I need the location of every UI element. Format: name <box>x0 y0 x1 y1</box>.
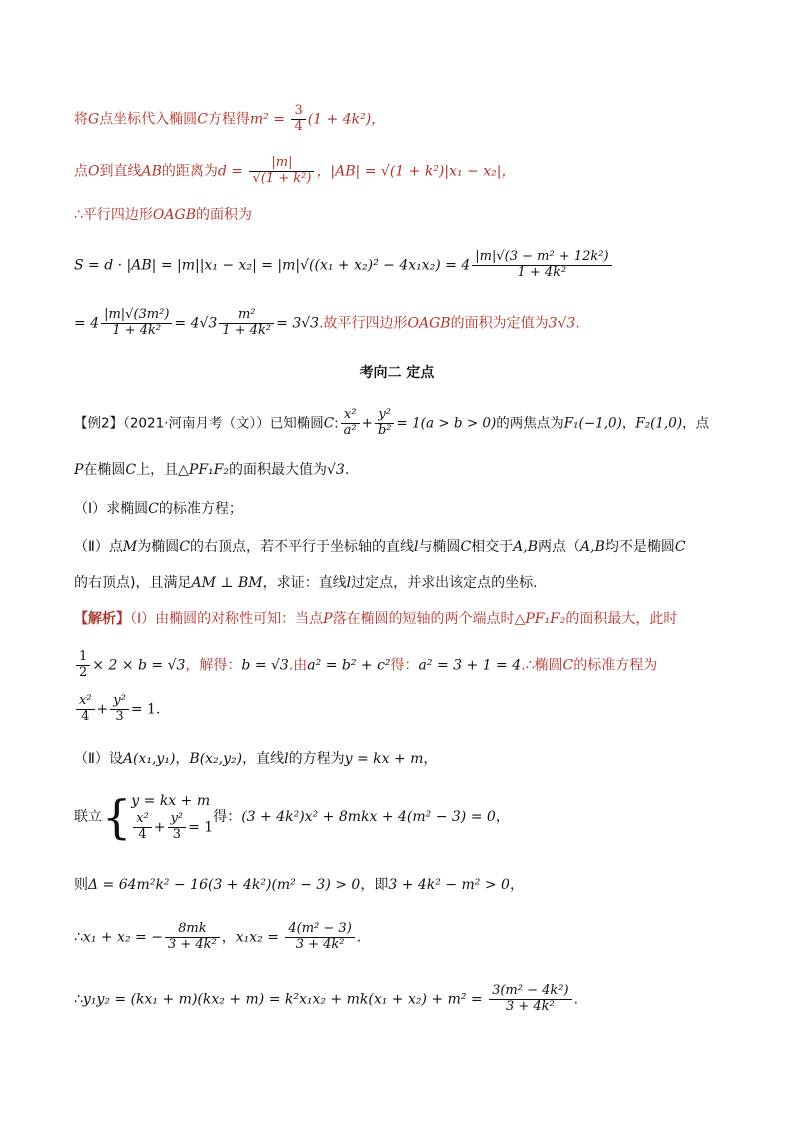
fraction <box>472 250 611 281</box>
section-title: 考向二 定点 <box>359 365 435 381</box>
numerator: 3(m² − 4k²) <box>492 983 569 998</box>
text: 的两焦点为 <box>496 415 564 432</box>
fraction <box>341 408 360 439</box>
line-substitute-g <box>74 104 385 135</box>
fraction <box>489 984 571 1015</box>
fraction <box>110 694 129 725</box>
denominator: 4 <box>133 827 152 843</box>
text: 的面积为 <box>195 207 252 223</box>
text: . <box>573 991 579 1008</box>
text: .∴椭圆 <box>521 657 563 674</box>
text: 联立 <box>74 809 102 826</box>
fraction <box>101 308 172 339</box>
var-o: O <box>88 163 100 180</box>
math-expr: m² = <box>249 111 290 128</box>
solution-line-3 <box>74 694 160 725</box>
fraction <box>76 694 95 725</box>
var-m: M <box>122 539 138 555</box>
math-expr: F₁(−1,0) <box>563 415 622 432</box>
system-eq-2 <box>131 812 213 843</box>
math-expr: = 1(a > b > 0) <box>396 415 497 432</box>
denominator: 1 + 4k² <box>219 323 274 339</box>
part2-discriminant <box>74 878 524 892</box>
text: . <box>575 315 580 332</box>
math-expr: √3 <box>326 462 345 478</box>
var-c: C <box>197 111 208 128</box>
text: 到直线 <box>99 163 142 180</box>
denominator: 3 + 4k² <box>285 937 354 953</box>
text: 将 <box>74 111 88 128</box>
math-expr: d = <box>217 163 248 180</box>
text: ， <box>621 415 636 432</box>
text: 在椭圆 <box>83 462 126 478</box>
example-line-1 <box>74 408 709 439</box>
denominator: a² <box>341 423 360 439</box>
numerator: |m|√(3 − m² + 12k²) <box>475 249 609 264</box>
line-area-result <box>74 308 580 339</box>
denominator: 3 <box>168 827 187 843</box>
math-expr: × 2 × b = √3 <box>92 657 186 674</box>
text: 得： <box>390 657 419 674</box>
text: ， <box>423 751 438 767</box>
math-expr: Δ = 64m²k² − 16(3 + 4k²)(m² − 3) > 0 <box>88 877 361 893</box>
text: 点 <box>74 163 88 180</box>
math-expr: x₁ + x₂ = − <box>82 929 163 946</box>
numerator: 4(m² − 3) <box>288 921 352 936</box>
fraction <box>76 650 90 681</box>
text: 落在椭圆的短轴的两个端点时 <box>332 611 515 627</box>
var-c: C <box>562 657 574 674</box>
denominator: √(1 + k²) <box>249 171 314 187</box>
text: 的右顶点，若不平行于坐标轴的直线 <box>189 539 414 555</box>
fraction <box>291 104 305 135</box>
var-l: l <box>413 539 419 555</box>
text: 的面积最大，此时 <box>565 611 678 627</box>
denominator: 1 + 4k² <box>472 265 611 281</box>
var-c: C <box>148 501 159 517</box>
text: ， <box>509 877 524 893</box>
math-expr: a² = 3 + 1 = 4 <box>418 657 522 674</box>
text: 的标准方程为 <box>573 657 658 674</box>
fraction <box>165 922 220 953</box>
text: （Ⅱ）设 <box>74 751 123 767</box>
math-expr: + <box>361 415 373 432</box>
text: 则 <box>74 877 88 893</box>
numerator: |m|√(3m²) <box>104 307 170 322</box>
example-tag: 【例2】 <box>74 415 124 432</box>
text: 的标准方程； <box>158 501 243 517</box>
example-line-2 <box>74 463 349 477</box>
math-expr: a² = b² + c² <box>307 657 391 674</box>
math-expr: = 3√3 <box>276 315 320 332</box>
var-oagb: OAGB <box>152 207 196 223</box>
question-2-line-2 <box>74 576 538 590</box>
math-expr: △PF₁F₂ <box>514 611 566 627</box>
numerator: m² <box>237 307 256 322</box>
solution-line-1 <box>74 612 677 626</box>
var-ab: A,B <box>580 539 605 555</box>
text: ， <box>495 809 510 826</box>
text: ，即 <box>360 877 389 893</box>
denominator: b² <box>375 423 395 439</box>
text: 为椭圆 <box>137 539 180 555</box>
numerator: 8mk <box>178 921 207 936</box>
math-expr: B(x₂,y₂) <box>189 751 243 767</box>
text: ，直线 <box>242 751 285 767</box>
math-expr: + <box>96 701 109 718</box>
numerator: y² <box>113 693 126 708</box>
text: 的面积最大值为 <box>228 462 327 478</box>
text: 的面积为定值为 <box>450 315 549 332</box>
text: ，求证：直线 <box>262 575 347 591</box>
numerator: |m| <box>271 155 293 170</box>
fraction <box>249 156 314 187</box>
math-expr: (1 + 4k²)， <box>307 111 386 128</box>
text: ∴ <box>74 991 83 1008</box>
text: 与椭圆 <box>418 539 461 555</box>
var-ab: A,B <box>513 539 539 555</box>
var-oagb: OAGB <box>407 315 451 332</box>
text: ∴ <box>74 929 83 946</box>
var-c: C <box>460 539 472 555</box>
line-area-heading <box>74 208 252 222</box>
math-expr: S = d · |AB| = |m||x₁ − x₂| = |m|√((x₁ + x₂)² − 4x₁x₂) = 4 <box>74 257 471 274</box>
question-1 <box>74 502 243 516</box>
math-expr: F₂(1,0) <box>635 415 683 432</box>
text: （Ⅰ）由椭圆的对称性可知：当点 <box>130 611 324 627</box>
solution-tag: 【解析】 <box>74 611 130 627</box>
math-expr: = 4 <box>74 315 100 332</box>
math-expr: b = √3 <box>241 657 289 674</box>
text: 的方程为 <box>288 751 345 767</box>
text: 的右顶点)，且满足 <box>74 575 192 591</box>
var-c: C <box>125 462 137 478</box>
numerator: x² <box>343 407 357 422</box>
part2-system <box>74 790 510 845</box>
math-expr: ，|AB| = √(1 + k²)|x₁ − x₂|， <box>316 163 516 180</box>
text: . <box>356 929 362 946</box>
text: ∴平行四边形 <box>74 207 153 223</box>
math-expr: (3 + 4k²)x² + 8mkx + 4(m² − 3) = 0 <box>241 809 496 826</box>
math-expr: 3 + 4k² − m² > 0 <box>388 877 510 893</box>
denominator: 4 <box>76 709 95 725</box>
line-area-expr <box>74 250 614 281</box>
text: 点坐标代入椭圆 <box>99 111 198 128</box>
text: : <box>334 415 339 432</box>
system-eq-1: y = kx + m <box>131 793 211 809</box>
text: .由 <box>288 657 308 674</box>
equation-system <box>131 792 213 842</box>
var-c: C <box>179 539 190 555</box>
part2-setup <box>74 752 437 766</box>
math-expr: AM ⊥ BM <box>191 575 263 591</box>
var-ab: AB <box>141 163 162 180</box>
text: （Ⅱ）点 <box>74 539 123 555</box>
math-expr: y₁y₂ = (kx₁ + m)(kx₂ + m) = k²x₁x₂ + mk(x₁ + x₂) + m² = <box>82 991 488 1008</box>
math-expr: = 1. <box>130 701 161 718</box>
text: 上，且 <box>136 462 179 478</box>
line-distance <box>74 156 515 187</box>
var-l: l <box>346 575 352 591</box>
var-c: C <box>323 415 335 432</box>
text: 两点（ <box>538 539 581 555</box>
example-source: （2021·河南月考（文）） <box>123 415 270 432</box>
text: （Ⅰ）求椭圆 <box>74 501 149 517</box>
text: 相交于 <box>471 539 514 555</box>
denominator: 3 <box>110 709 129 725</box>
text: 均不是椭圆 <box>604 539 675 555</box>
part2-y1y2 <box>74 984 578 1015</box>
part2-vieta <box>74 922 361 953</box>
fraction <box>285 922 354 953</box>
fraction <box>375 408 395 439</box>
denominator: 3 + 4k² <box>165 937 220 953</box>
text: 已知椭圆 <box>269 415 324 432</box>
numerator: y² <box>378 407 391 422</box>
text: 得： <box>213 809 242 826</box>
system-brace: { <box>102 790 132 845</box>
denominator: 2 <box>76 665 90 681</box>
fraction <box>219 308 274 339</box>
denominator: 4 <box>291 119 305 135</box>
math-expr: + <box>153 819 166 836</box>
text: 过定点，并求出该定点的坐标. <box>351 575 538 591</box>
question-2-line-1 <box>74 540 686 554</box>
text: ，解得： <box>185 657 242 674</box>
math-expr: = 1 <box>188 819 214 836</box>
var-p: P <box>74 462 84 478</box>
text: ， <box>221 929 236 946</box>
math-expr: 3√3 <box>548 315 576 332</box>
text: 的距离为 <box>161 163 218 180</box>
numerator: x² <box>136 810 149 826</box>
numerator: 1 <box>79 649 88 664</box>
text: .故平行四边形 <box>319 315 408 332</box>
numerator: x² <box>79 693 92 708</box>
math-expr: A(x₁,y₁) <box>122 751 176 767</box>
text: ，点 <box>682 415 710 432</box>
text: ， <box>175 751 190 767</box>
var-p: P <box>323 611 333 627</box>
numerator: 3 <box>294 103 303 118</box>
text: . <box>344 462 350 478</box>
math-expr: △PF₁F₂ <box>178 462 229 478</box>
denominator: 1 + 4k² <box>101 323 172 339</box>
var-g: G <box>88 111 100 128</box>
var-l: l <box>284 751 289 767</box>
denominator: 3 + 4k² <box>489 999 571 1015</box>
math-expr: x₁x₂ = <box>235 929 284 946</box>
numerator: y² <box>170 810 184 826</box>
math-expr: = 4√3 <box>174 315 218 332</box>
math-expr: y = kx + m <box>344 751 424 767</box>
solution-line-2 <box>74 650 657 681</box>
var-c: C <box>674 539 686 555</box>
text: 方程得 <box>207 111 250 128</box>
